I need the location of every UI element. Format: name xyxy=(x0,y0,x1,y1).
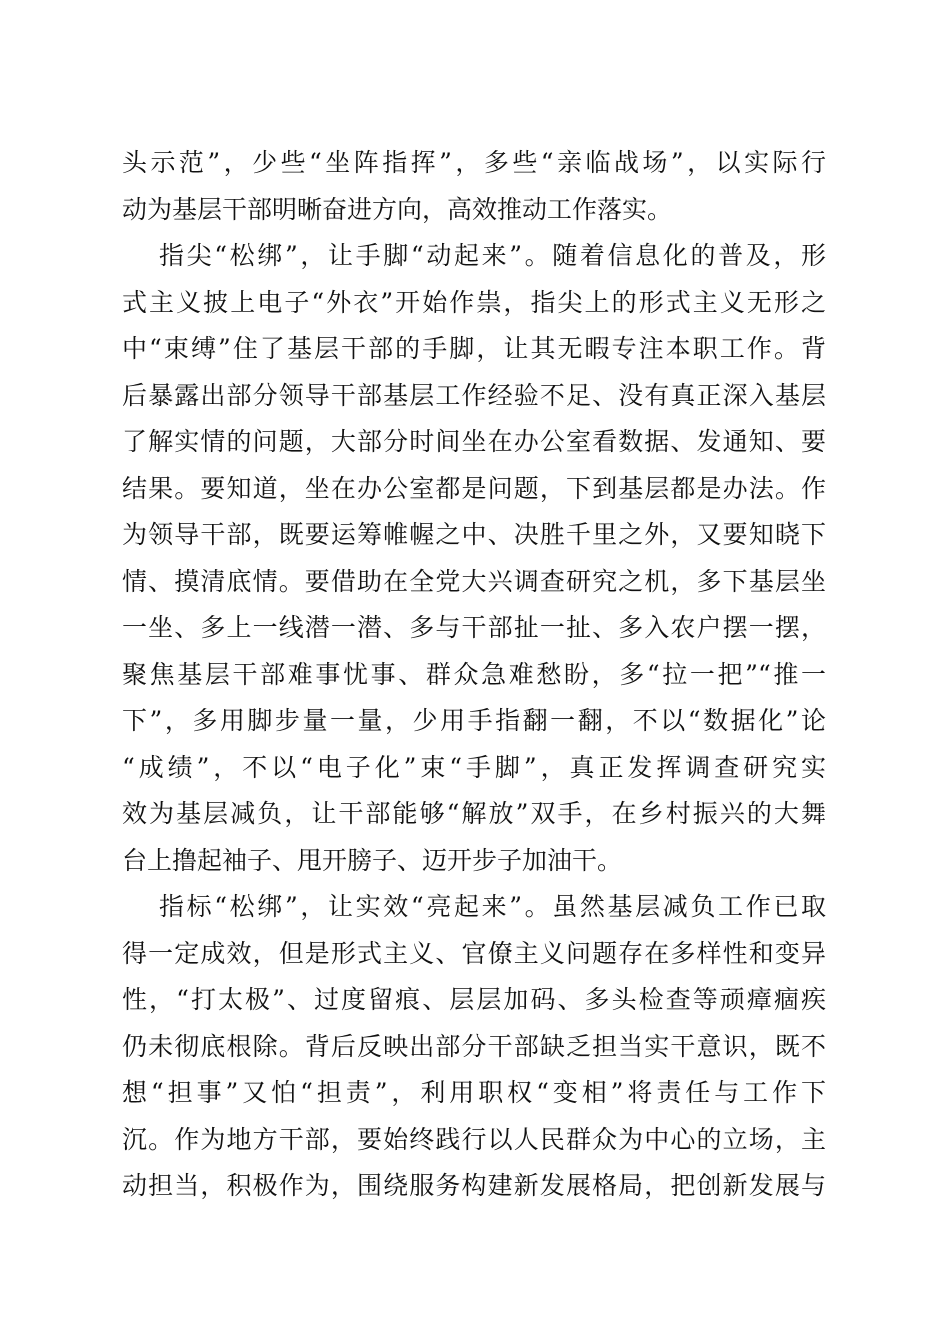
text-line: 效为基层减负，让干部能够“解放”双手，在乡村振兴的大舞 xyxy=(122,799,826,828)
paragraph-2 xyxy=(122,233,826,884)
text-line: 头示范”，少些“坐阵指挥”，多些“亲临战场”，以实际行 xyxy=(122,148,826,177)
text-line: 为领导干部，既要运筹帷幄之中、决胜千里之外，又要知晓下 xyxy=(122,520,826,549)
text-line: 想“担事”又怕“担责”，利用职权“变相”将责任与工作下 xyxy=(122,1078,826,1107)
text-line: 聚焦基层干部难事忧事、群众急难愁盼，多“拉一把”“推一 xyxy=(122,659,826,689)
text-line: 了解实情的问题，大部分时间坐在办公室看数据、发通知、要 xyxy=(122,427,826,456)
text-line: 下”，多用脚步量一量，少用手指翻一翻，不以“数据化”论 xyxy=(122,706,826,735)
text-line: 指标“松绑”，让实效“亮起来”。虽然基层减负工作已取 xyxy=(159,892,826,921)
paragraph-1 xyxy=(122,140,826,233)
text-line: 性，“打太极”、过度留痕、层层加码、多头检查等顽瘴痼疾 xyxy=(122,985,826,1014)
text-line: 沉。作为地方干部，要始终践行以人民群众为中心的立场，主 xyxy=(122,1124,826,1154)
text-line: 动为基层干部明晰奋进方向，高效推动工作落实。 xyxy=(122,194,673,224)
text-line: 中“束缚”住了基层干部的手脚，让其无暇专注本职工作。背 xyxy=(122,334,826,363)
text-line: 台上撸起袖子、甩开膀子、迈开步子加油干。 xyxy=(122,845,623,875)
text-line: 式主义披上电子“外衣”开始作祟，指尖上的形式主义无形之 xyxy=(122,287,826,317)
text-line: 指尖“松绑”，让手脚“动起来”。随着信息化的普及，形 xyxy=(159,241,826,270)
text-line: 后暴露出部分领导干部基层工作经验不足、没有真正深入基层 xyxy=(122,380,826,410)
paragraph-3 xyxy=(122,884,826,1210)
text-line: 情、摸清底情。要借助在全党大兴调查研究之机，多下基层坐 xyxy=(122,566,826,596)
body-text xyxy=(122,140,826,1210)
text-line: 一坐、多上一线潜一潜、多与干部扯一扯、多入农户摆一摆， xyxy=(122,613,826,642)
text-line: 得一定成效，但是形式主义、官僚主义问题存在多样性和变异 xyxy=(122,938,826,968)
text-line: “成绩”，不以“电子化”束“手脚”，真正发挥调查研究实 xyxy=(122,752,826,782)
text-line: 动担当，积极作为，围绕服务构建新发展格局，把创新发展与 xyxy=(122,1171,826,1200)
text-line: 结果。要知道，坐在办公室都是问题，下到基层都是办法。作 xyxy=(122,473,826,503)
text-line: 仍未彻底根除。背后反映出部分干部缺乏担当实干意识，既不 xyxy=(122,1031,826,1061)
